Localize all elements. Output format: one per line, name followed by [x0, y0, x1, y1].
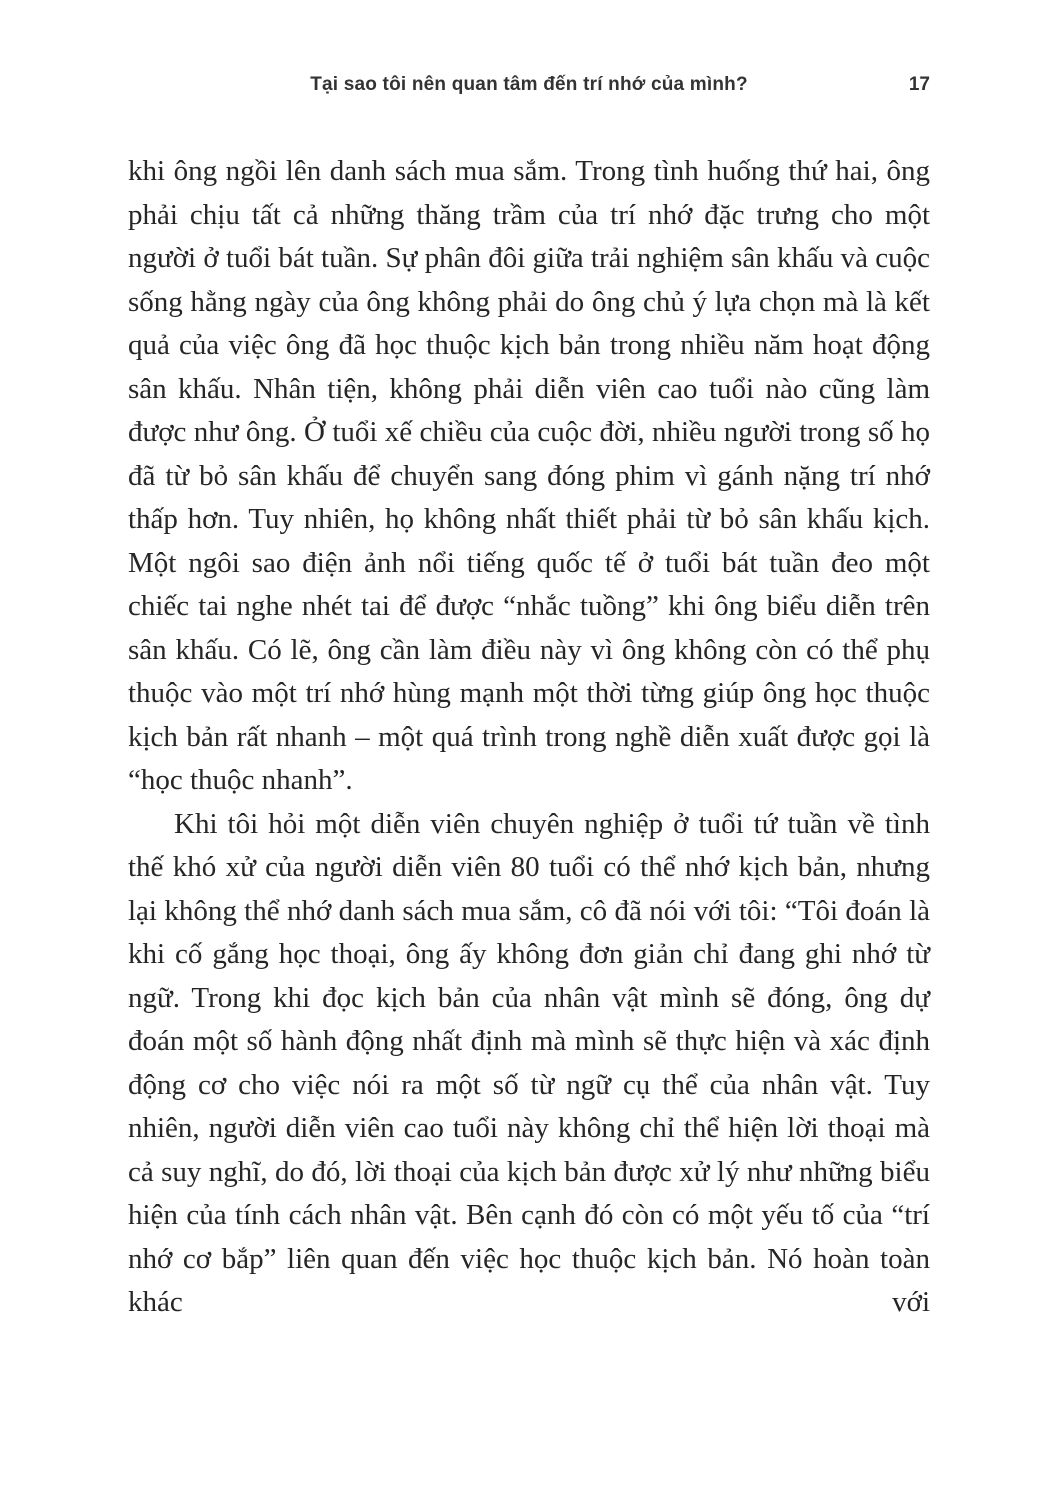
page-body [128, 150, 930, 1325]
running-title: Tại sao tôi nên quan tâm đến trí nhớ của mình? [310, 74, 748, 95]
page-header [128, 72, 930, 98]
page-number: 17 [908, 74, 930, 95]
paragraph-2: Khi tôi hỏi một diễn viên chuyên nghiệp ở tuổi tứ tuần về tình thế khó xử của người diễn viên 80 tuổi có thể nhớ kịch bản, nhưng lại không thể nhớ danh sách mua sắm, cô đã nói với tôi: “Tôi đoán là khi cố gắng học thoại, ông ấy không đơn giản chỉ đang ghi nhớ từ ngữ. Trong khi đọc kịch bản của nhân vật mình sẽ đóng, ông dự đoán một số hành động nhất định mà mình sẽ thực hiện và xác định động cơ cho việc nói ra một số từ ngữ cụ thể của nhân vật. Tuy nhiên, người diễn viên cao tuổi này không chỉ thể hiện lời thoại mà cả suy nghĩ, do đó, lời thoại của kịch bản được xử lý như những biểu hiện của tính cách nhân vật. Bên cạnh đó còn có một yếu tố của “trí nhớ cơ bắp” liên quan đến việc học thuộc kịch bản. Nó hoàn toàn khác với [128, 807, 930, 1318]
paragraph-1: khi ông ngồi lên danh sách mua sắm. Trong tình huống thứ hai, ông phải chịu tất cả những thăng trầm của trí nhớ đặc trưng cho một người ở tuổi bát tuần. Sự phân đôi giữa trải nghiệm sân khấu và cuộc sống hằng ngày của ông không phải do ông chủ ý lựa chọn mà là kết quả của việc ông đã học thuộc kịch bản trong nhiều năm hoạt động sân khấu. Nhân tiện, không phải diễn viên cao tuổi nào cũng làm được như ông. Ở tuổi xế chiều của cuộc đời, nhiều người trong số họ đã từ bỏ sân khấu để chuyển sang đóng phim vì gánh nặng trí nhớ thấp hơn. Tuy nhiên, họ không nhất thiết phải từ bỏ sân khấu kịch. Một ngôi sao điện ảnh nổi tiếng quốc tế ở tuổi bát tuần đeo một chiếc tai nghe nhét tai để được “nhắc tuồng” khi ông biểu diễn trên sân khấu. Có lẽ, ông cần làm điều này vì ông không còn có thể phụ thuộc vào một trí nhớ hùng mạnh một thời từng giúp ông học thuộc kịch bản rất nhanh – một quá trình trong nghề diễn xuất được gọi là “học thuộc nhanh”. [128, 155, 930, 796]
